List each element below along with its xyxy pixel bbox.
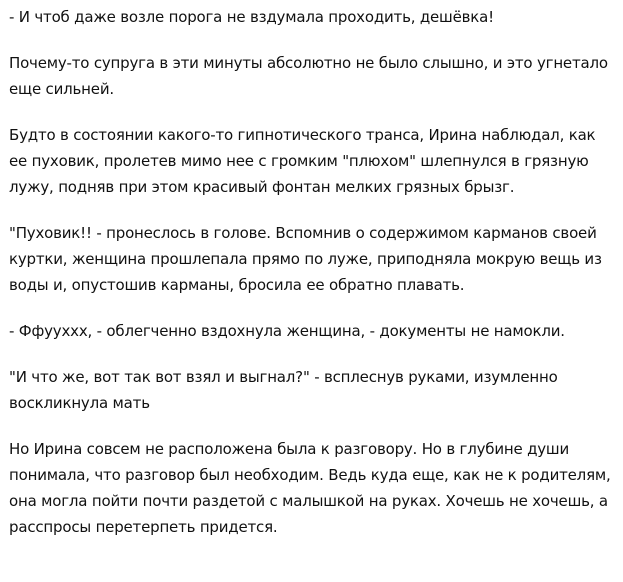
paragraph: "И что же, вот так вот взял и выгнал?" - всплеснув руками, изумленно воскликнула мать [9, 368, 558, 412]
paragraph: - Ффууххх, - облегченно вздохнула женщина, - документы не намокли. [9, 322, 565, 340]
paragraph: Но Ирина совсем не расположена была к разговору. Но в глубине души понимала, что разговор был необходим. Ведь куда еще, как не к родителям, она могла пойти почти раздетой с малышкой на руках. Хочешь не хочешь, а расспросы перетерпеть придется. [9, 440, 611, 536]
paragraph: - И чтоб даже возле порога не вздумала проходить, дешёвка! [9, 8, 494, 26]
paragraph: Будто в состоянии какого-то гипнотического транса, Ирина наблюдал, как ее пуховик, пролетев мимо нее с громким "плюхом" шлепнулся в грязную лужу, подняв при этом красивый фонтан мелких грязных брызг. [9, 126, 596, 196]
paragraph: "Пуховик!! - пронеслось в голове. Вспомнив о содержимом карманов своей куртки, женщина прошлепала прямо по луже, приподняла мокрую вещь из воды и, опустошив карманы, бросила ее обратно плавать. [9, 224, 602, 294]
paragraph: Почему-то супруга в эти минуты абсолютно не было слышно, и это угнетало еще сильней. [9, 54, 608, 98]
